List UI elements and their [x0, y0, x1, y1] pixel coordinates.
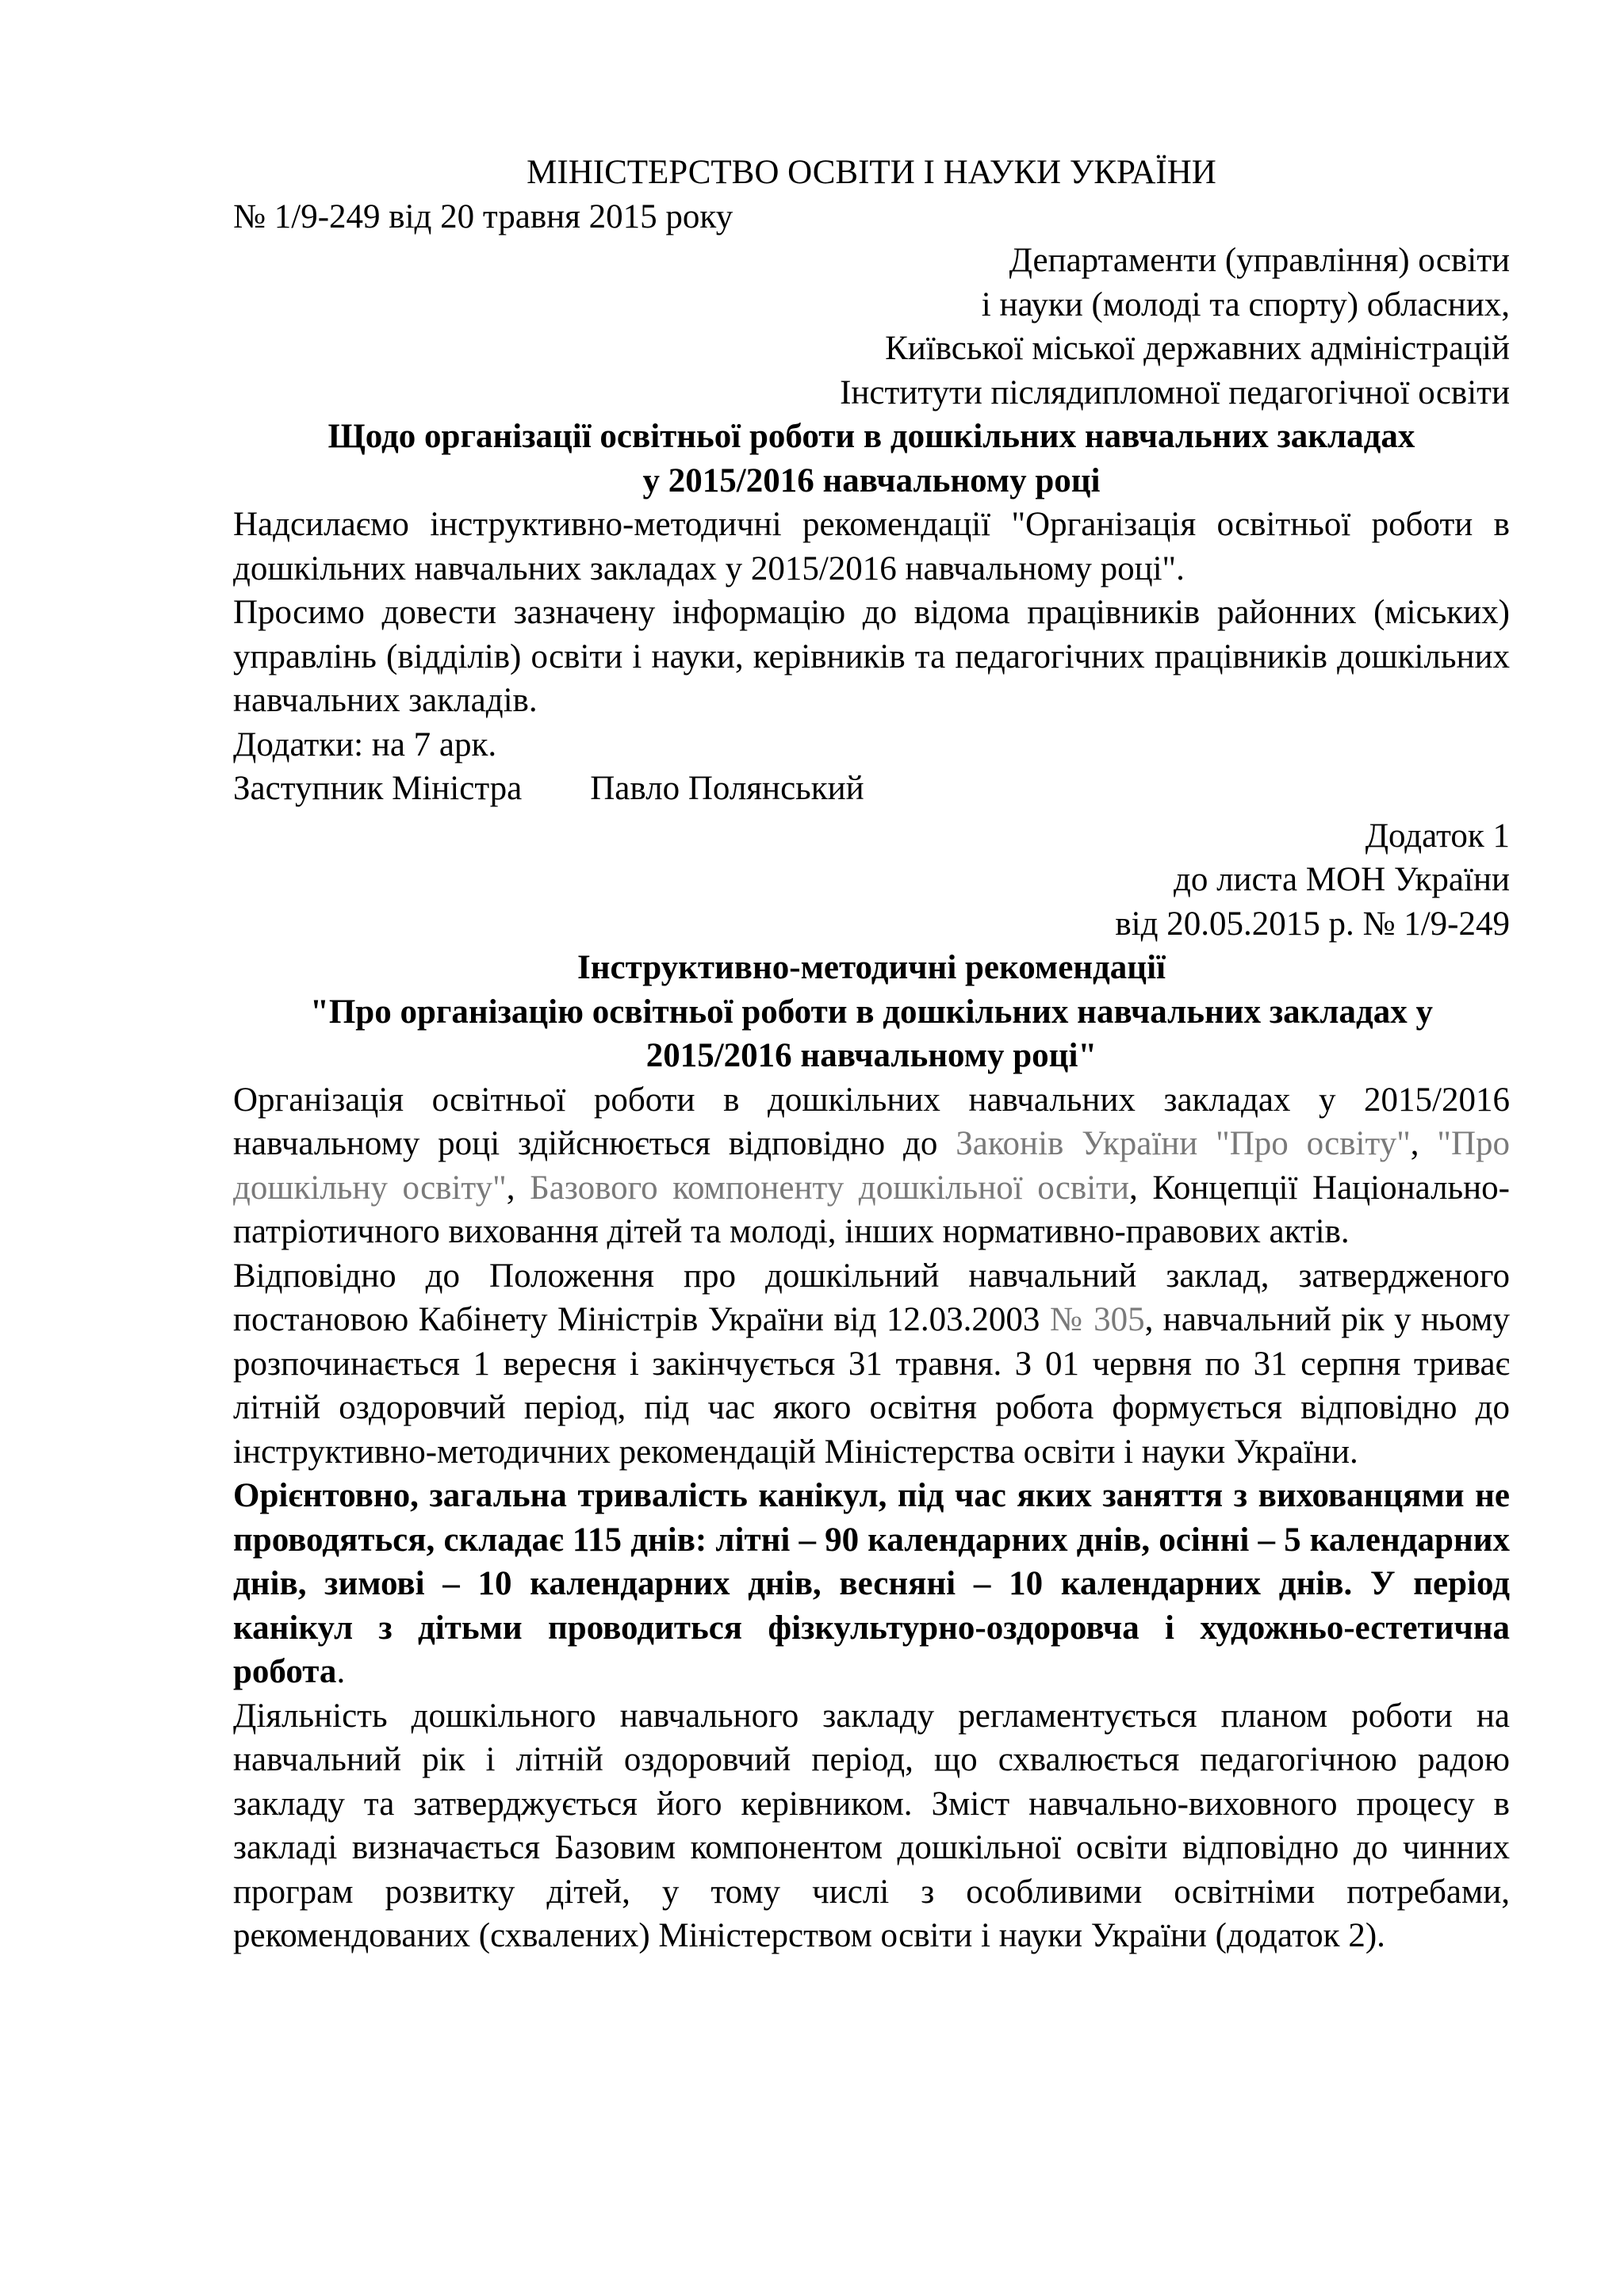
paragraph-text: Організація освітньої роботи в дошкільних навчальних закладах у 2015/2016 навчальному році здійснюється відповідно до — [233, 1081, 1510, 1162]
appendix-paragraph-3 — [233, 1474, 1510, 1694]
signer-name: Павло Полянський — [590, 770, 864, 807]
appendix-label: Додаток 1 — [1365, 817, 1510, 855]
law-on-education-link[interactable]: Законів України "Про освіту" — [956, 1125, 1411, 1162]
recipient-line: Київської міської державних адміністрацій — [885, 330, 1510, 367]
recipients-block — [233, 239, 1510, 415]
document-number: № 1/9-249 від 20 травня 2015 року — [233, 197, 733, 235]
recipient-line: Департаменти (управління) освіти — [1009, 242, 1510, 279]
paragraph-text: , Концепції Національно-патріотичного виховання дітей та молоді, інших нормативно-правових актів. — [233, 1169, 1510, 1250]
paragraph-text: , навчальний рік у ньому розпочинається 1 вересня і закінчується 31 травня. З 01 червня по 31 серпня триває літній оздоровчий період, під час якого освітня робота формується відповідно до інструктивно-методичних рекомендацій Міністерства освіти і науки України. — [233, 1301, 1511, 1471]
letter-paragraph-1: Надсилаємо інструктивно-методичні рекомендації "Організація освітньої роботи в дошкільних навчальних закладах у 2015/2016 навчальному році". — [233, 506, 1510, 587]
recipient-line: Інститути післядипломної педагогічної освіти — [840, 373, 1510, 411]
document-page — [233, 151, 1510, 1958]
appendix-ref: від 20.05.2015 р. № 1/9-249 — [1115, 905, 1510, 943]
paragraph-text: , — [506, 1169, 530, 1207]
appendix-paragraph-4: Діяльність дошкільного навчального закладу регламентується планом роботи на навчальний рік і літній оздоровчий період, що схвалюється педагогічною радою закладу та затверджується його керівником. Зміст навчально-виховного процесу в закладі визначається Базовим компонентом дошкільної освіти відповідно до чинних програм розвитку дітей, у тому числі з особливими освітніми потребами, рекомендованих (схвалених) Міністерством освіти і науки України (додаток 2). — [233, 1697, 1510, 1954]
letter-title — [233, 415, 1510, 503]
law-on-preschool-education-link[interactable]: "Про дошкільну освіту" — [233, 1125, 1511, 1207]
appendix-to-letter: до листа МОН України — [1173, 861, 1510, 898]
appendix-title-line: "Про організацію освітньої роботи в дошкільних навчальних закладах у — [309, 993, 1434, 1031]
signer-title: Заступник Міністра — [233, 770, 523, 807]
paragraph-text: . — [336, 1653, 346, 1690]
appendix-reference — [233, 814, 1510, 947]
letter-paragraph-2: Просимо довести зазначену інформацію до відома працівників районних (міських) управлінь (відділів) освіти і науки, керівників та педагогічних працівників дошкільних навчальних закладів. — [233, 594, 1510, 719]
appendix-title-line: Інструктивно-методичні рекомендації — [577, 949, 1166, 986]
basic-component-link[interactable]: Базового компоненту дошкільної освіти — [530, 1169, 1129, 1207]
appendix-paragraph-1 — [233, 1078, 1510, 1254]
resolution-305-link[interactable]: № 305 — [1049, 1301, 1145, 1338]
letter-title-line: у 2015/2016 навчальному році — [642, 461, 1101, 499]
holidays-bold-text: Орієнтовно, загальна тривалість канікул, під час яких заняття з вихованцями не проводяться, складає 115 днів: літні – 90 календарних днів, осінні – 5 календарних днів, зимові – 10 календарних днів, весняні – 10 календарних днів. У період канікул з дітьми проводиться фізкультурно-оздоровча і художньо-естетична робота — [233, 1477, 1510, 1690]
appendix-title — [233, 946, 1510, 1078]
signature-line — [233, 767, 1510, 811]
paragraph-text: , — [1410, 1125, 1438, 1162]
attachments-note: Додатки: на 7 арк. — [233, 725, 497, 763]
letter-title-line: Щодо організації освітньої роботи в дошкільних навчальних закладах — [327, 418, 1415, 455]
recipient-line: і науки (молоді та спорту) обласних, — [981, 285, 1510, 323]
appendix-paragraph-2 — [233, 1254, 1510, 1475]
paragraph-text: Відповідно до Положення про дошкільний навчальний заклад, затвердженого постановою Кабінету Міністрів України від 12.03.2003 — [233, 1257, 1510, 1338]
ministry-heading: МІНІСТЕРСТВО ОСВІТИ І НАУКИ УКРАЇНИ — [527, 154, 1216, 191]
appendix-title-line: 2015/2016 навчальному році" — [645, 1037, 1097, 1074]
